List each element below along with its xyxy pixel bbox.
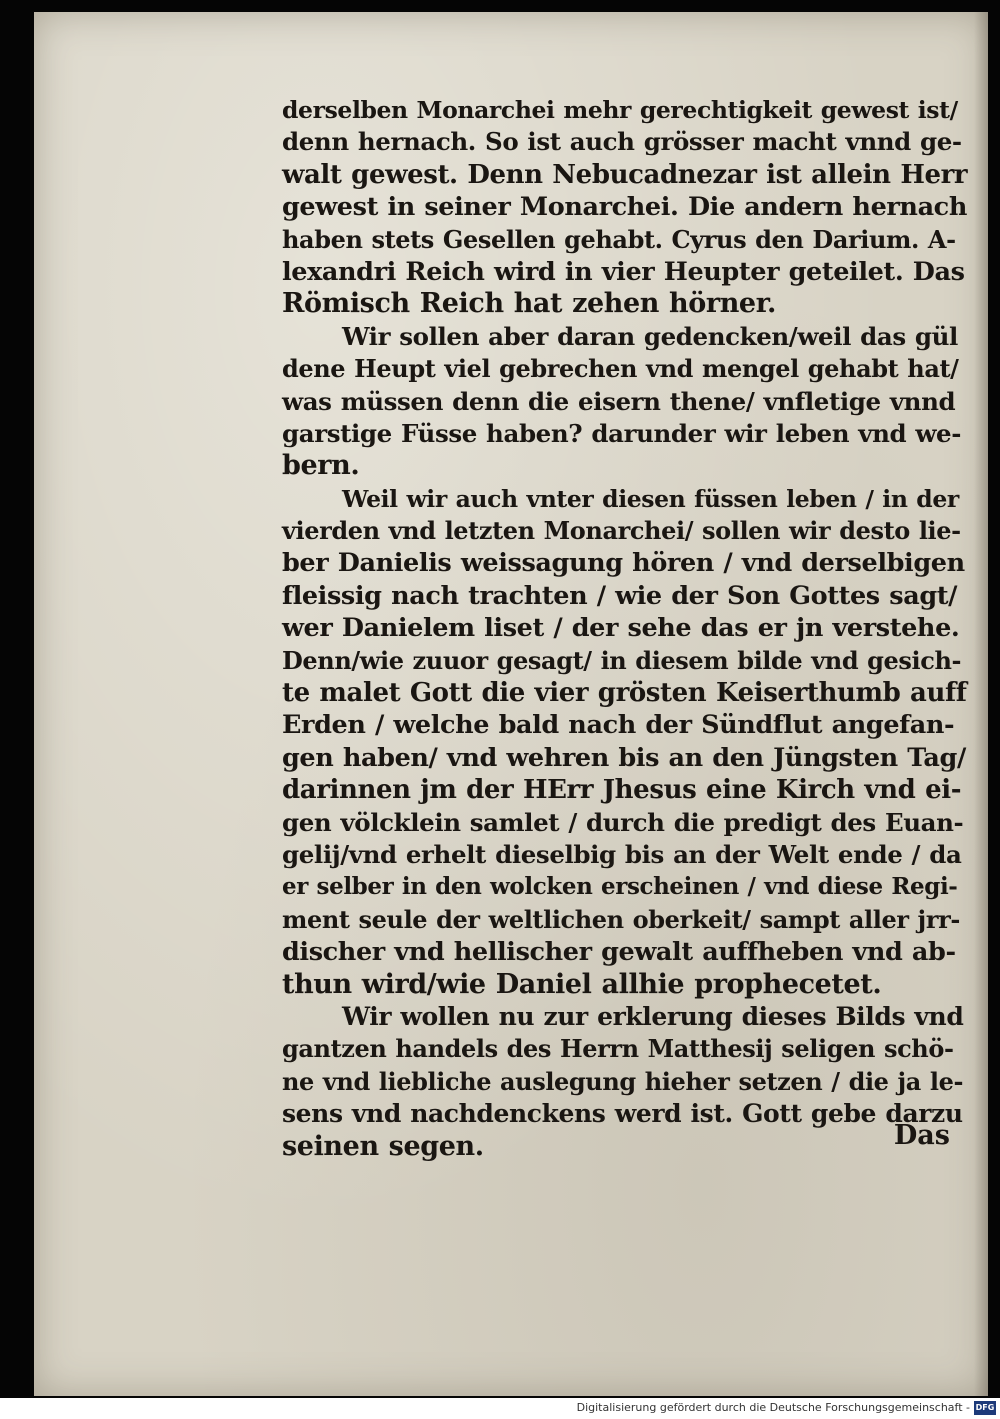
text-line: Erden / welche bald nach der Sündflut angefan- xyxy=(282,710,955,741)
text-line: sens vnd nachdenckens werd ist. Gott gebe darzu xyxy=(282,1099,963,1129)
text-line: Römisch Reich hat zehen hörner. xyxy=(282,288,777,320)
text-line: Wir wollen nu zur erklerung dieses Bilds vnd xyxy=(342,1001,964,1031)
dfg-logo[interactable]: DFG xyxy=(974,1401,996,1415)
text-line: ne vnd liebliche auslegung hieher setzen / die ja le- xyxy=(282,1066,964,1096)
text-line: gelij/vnd erhelt dieselbig bis an der Welt ende / da xyxy=(282,839,962,869)
text-line: gewest in seiner Monarchei. Die andern hernach xyxy=(282,192,967,223)
text-line: gen haben/ vnd wehren bis an den Jüngsten Tag/ xyxy=(282,742,966,773)
text-line: ber Danielis weissagung hören / vnd derselbigen xyxy=(282,548,965,579)
text-line: gantzen handels des Herrn Matthesij seligen schö- xyxy=(282,1034,954,1064)
text-line: darinnen jm der HErr Jhesus eine Kirch vnd ei- xyxy=(282,775,962,806)
text-line: Denn/wie zuuor gesagt/ in diesem bilde vnd gesich- xyxy=(282,645,962,675)
text-line: walt gewest. Denn Nebucadnezar ist allein Herr xyxy=(282,159,968,190)
text-line: ment seule der weltlichen oberkeit/ sampt aller jrr- xyxy=(282,904,960,934)
text-line: lexandri Reich wird in vier Heupter geteilet. Das xyxy=(282,256,965,287)
text-line: was müssen denn die eisern thene/ vnfletige vnnd xyxy=(282,386,956,416)
page-edge-shadow xyxy=(974,12,988,1396)
text-line: gen völcklein samlet / durch die predigt des Euan- xyxy=(282,807,964,837)
text-line: wer Danielem liset / der sehe das er jn verstehe. xyxy=(282,613,960,644)
text-line: thun wird/wie Daniel allhie prophecetet. xyxy=(282,968,882,1000)
footer-bar xyxy=(0,1398,1000,1419)
book-page xyxy=(34,12,988,1396)
text-line: dene Heupt viel gebrechen vnd mengel gehabt hat/ xyxy=(282,354,959,384)
footer-credit: Digitalisierung gefördert durch die Deutsche Forschungsgemeinschaft - xyxy=(576,1401,970,1414)
text-line: fleissig nach trachten / wie der Son Gottes sagt/ xyxy=(282,580,958,611)
text-line: haben stets Gesellen gehabt. Cyrus den Darium. A- xyxy=(282,224,956,254)
text-line: garstige Füsse haben? darunder wir leben vnd we- xyxy=(282,418,962,448)
text-line: Weil wir auch vnter diesen füssen leben / in der xyxy=(342,484,959,513)
text-line: Wir sollen aber daran gedencken/weil das gül xyxy=(342,321,958,351)
text-line: denn hernach. So ist auch grösser macht vnnd ge- xyxy=(282,127,962,157)
catchword: Das xyxy=(893,1120,950,1151)
text-line: er selber in den wolcken erscheinen / vnd diese Regi- xyxy=(282,873,958,901)
text-line: vierden vnd letzten Monarchei/ sollen wir desto lie- xyxy=(282,516,961,546)
page-text-block xyxy=(282,94,967,1163)
text-line: te malet Gott die vier grösten Keiserthumb auff xyxy=(282,678,967,709)
text-line: discher vnd hellischer gewalt auffheben vnd ab- xyxy=(282,937,956,968)
text-line: bern. xyxy=(282,450,360,482)
text-line: derselben Monarchei mehr gerechtigkeit gewest ist/ xyxy=(282,96,958,124)
text-line: seinen segen. xyxy=(282,1130,484,1162)
